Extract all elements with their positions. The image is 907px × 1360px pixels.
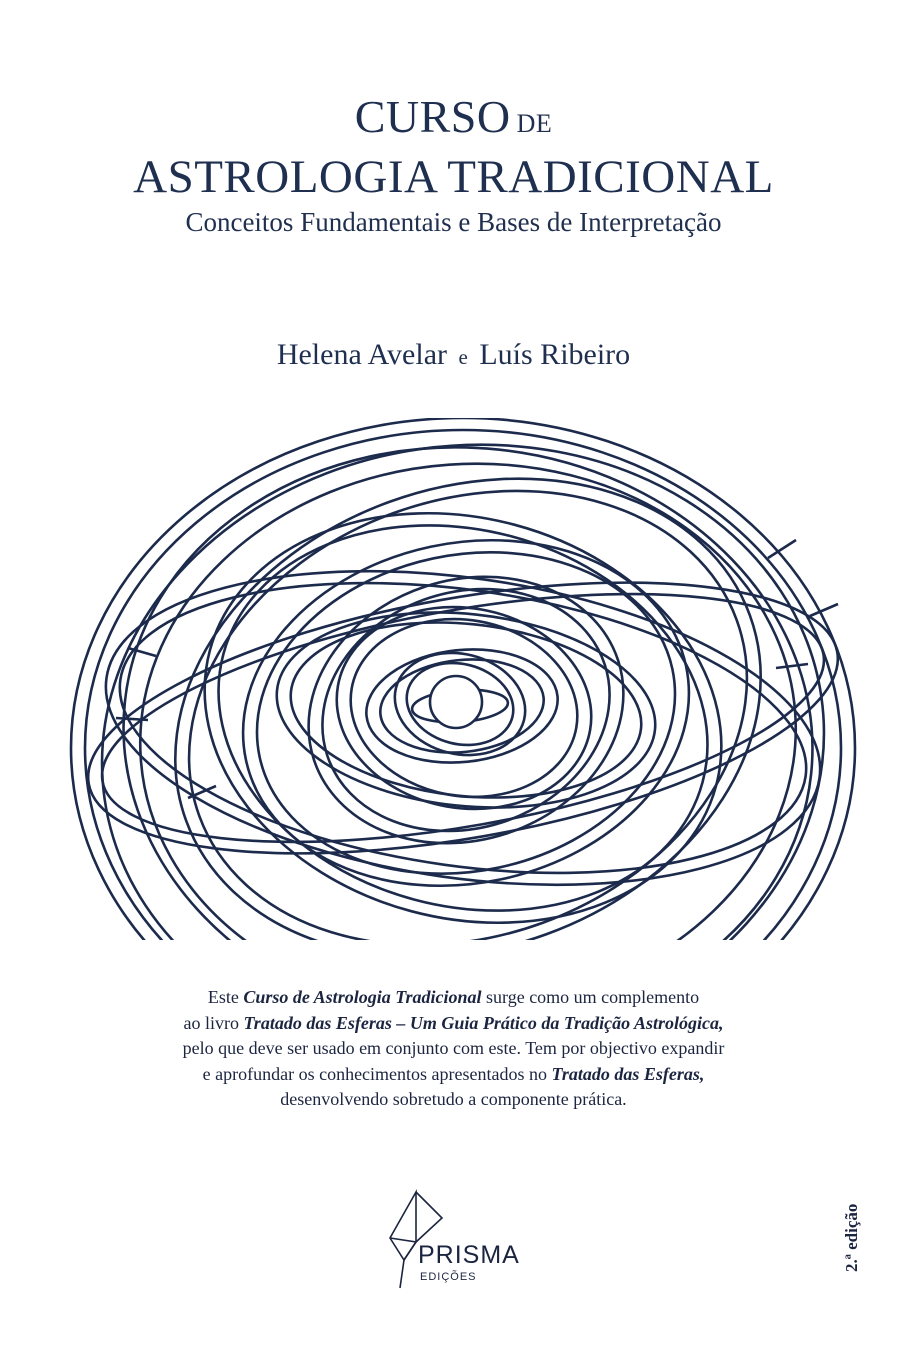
blurb-book-ref: Tratado das Esferas, xyxy=(551,1063,705,1084)
blurb-line-5: desenvolvendo sobretudo a componente prática. xyxy=(280,1089,627,1109)
blurb-text: e aprofundar os conhecimentos apresentados no xyxy=(202,1063,552,1084)
publisher-name: PRISMA xyxy=(418,1241,520,1269)
title-line-1 xyxy=(0,92,907,149)
sphere-rings xyxy=(68,418,858,940)
edition-label: 2.ª edição xyxy=(842,1203,861,1272)
title-curso: CURSO xyxy=(354,91,511,142)
author-helena: Helena Avelar xyxy=(276,338,448,371)
blurb-line-4 xyxy=(0,1062,907,1088)
author-conjunction: e xyxy=(458,345,468,369)
blurb-line-3: pelo que deve ser usado em conjunto com este. Tem por objectivo expandir xyxy=(182,1038,725,1058)
blurb-book-ref: Tratado das Esferas – Um Guia Prático da Tradição Astrológica, xyxy=(243,1012,724,1033)
back-description xyxy=(0,985,907,1113)
title-main: ASTROLOGIA TRADICIONAL xyxy=(133,151,774,203)
authors xyxy=(0,338,907,372)
blurb-text: ao livro xyxy=(183,1012,244,1033)
title-block xyxy=(0,92,907,239)
blurb-title-ref: Curso de Astrologia Tradicional xyxy=(243,987,482,1007)
blurb-line-1 xyxy=(0,985,907,1011)
title-de: DE xyxy=(516,109,553,138)
blurb-text: Este xyxy=(207,987,244,1007)
author-luis: Luís Ribeiro xyxy=(479,338,631,371)
blurb-line-2 xyxy=(0,1011,907,1037)
subtitle: Conceitos Fundamentais e Bases de Interpretação xyxy=(185,207,722,237)
blurb-text: surge como um complemento xyxy=(481,987,700,1007)
publisher-sub: EDIÇÕES xyxy=(420,1271,477,1283)
celestial-spheres-illustration xyxy=(68,418,858,940)
